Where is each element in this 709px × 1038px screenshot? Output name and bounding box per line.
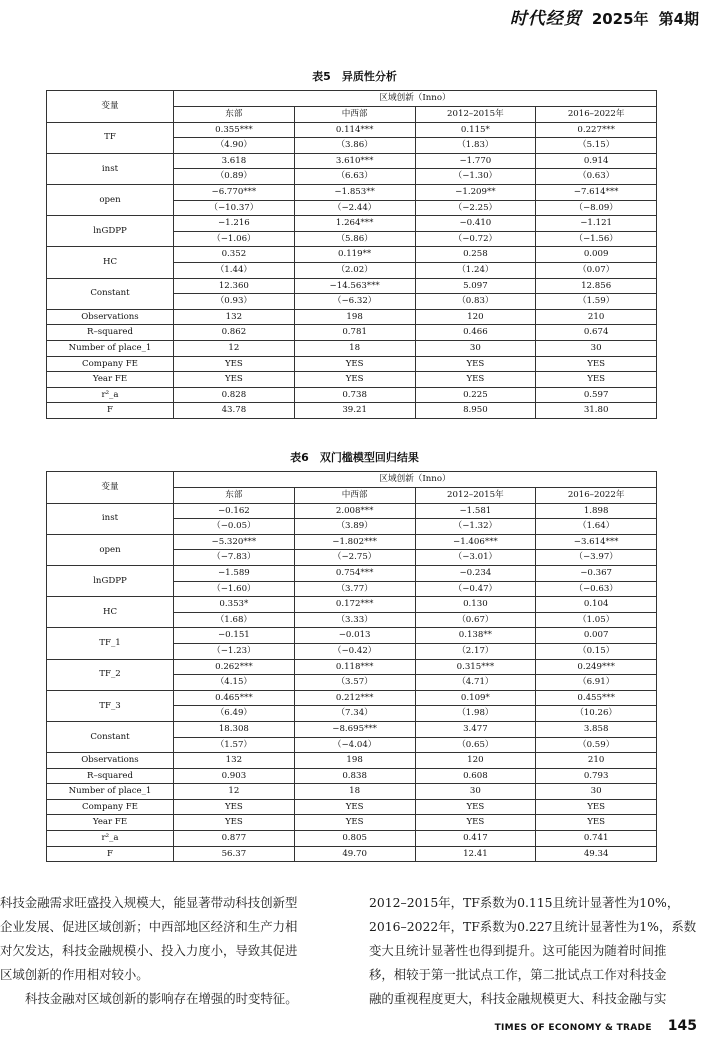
stat-cell: YES [415,372,536,388]
stat-cell: 0.225 [415,387,536,403]
stat-cell: 120 [415,309,536,325]
column-header: 2016–2022年 [536,488,657,504]
tstat-cell: （3.77） [294,581,415,597]
varname-header: 变量 [47,472,174,504]
tstat-cell: （0.89） [174,169,295,185]
stat-cell: YES [415,815,536,831]
coef-cell: −1.406*** [415,534,536,550]
coef-cell: −1.853** [294,184,415,200]
row-label: open [47,184,174,215]
tstat-cell: （0.59） [536,737,657,753]
column-header: 东部 [174,107,295,123]
stat-cell: 56.37 [174,846,295,862]
coef-cell: −8.695*** [294,721,415,737]
stat-cell: YES [294,356,415,372]
row-label: inst [47,503,174,534]
stat-cell: 120 [415,753,536,769]
coef-cell: 0.249*** [536,659,657,675]
row-label: HC [47,247,174,278]
table-row [47,153,657,169]
stat-cell: 49.34 [536,846,657,862]
tstat-cell: （1.64） [536,519,657,535]
stat-cell: 0.828 [174,387,295,403]
table-row [47,184,657,200]
tstat-cell: （−0.72） [415,231,536,247]
stat-cell: YES [536,799,657,815]
stat-cell: 210 [536,753,657,769]
coef-cell: −1.581 [415,503,536,519]
body-line: 科技金融对区域创新的影响存在增强的时变特征。 [25,991,298,1006]
table-row [47,799,657,815]
coef-cell: 3.618 [174,153,295,169]
coef-cell: 0.109* [415,690,536,706]
row-label: Constant [47,278,174,309]
stat-cell: 12.41 [415,846,536,862]
coef-cell: 0.009 [536,247,657,263]
stat-cell: 49.70 [294,846,415,862]
coef-cell: 0.352 [174,247,295,263]
stat-cell: 0.466 [415,325,536,341]
table-row [47,372,657,388]
table-row [47,387,657,403]
body-line: 2016–2022年，TF系数为0.227且统计显著性为1%，系数 [369,919,697,934]
coef-cell: −0.234 [415,565,536,581]
coef-cell: 0.754*** [294,565,415,581]
tstat-cell: （−4.04） [294,737,415,753]
tstat-cell: （−1.30） [415,169,536,185]
stat-cell: YES [536,815,657,831]
stat-cell: 0.417 [415,831,536,847]
row-label: Constant [47,721,174,752]
table-header-row [47,91,657,107]
stat-cell: 0.805 [294,831,415,847]
table-row [47,831,657,847]
tstat-cell: （4.90） [174,138,295,154]
group-header: 区域创新（Inno） [174,91,657,107]
stat-cell: YES [294,372,415,388]
stat-cell: 0.608 [415,768,536,784]
journal-name: 时代经贸 [509,9,582,29]
tstat-cell: （1.59） [536,294,657,310]
table5-title: 表5 异质性分析 [312,70,397,83]
tstat-cell: （−0.42） [294,643,415,659]
coef-cell: −3.614*** [536,534,657,550]
table-row [47,247,657,263]
row-label: inst [47,153,174,184]
column-header: 2012–2015年 [415,107,536,123]
body-line: 变大且统计显著性也得到提升。这可能因为随着时间推 [369,943,667,958]
page-footer [495,1018,697,1034]
tstat-cell: （−10.37） [174,200,295,216]
tstat-cell: （0.67） [415,612,536,628]
table-row [47,565,657,581]
stat-cell: 198 [294,309,415,325]
row-label: Year FE [47,815,174,831]
stat-cell: 132 [174,753,295,769]
tstat-cell: （1.68） [174,612,295,628]
row-label: lnGDPP [47,216,174,247]
tstat-cell: （−1.06） [174,231,295,247]
stat-cell: 18 [294,340,415,356]
tstat-cell: （3.86） [294,138,415,154]
table-row [47,309,657,325]
coef-cell: 12.360 [174,278,295,294]
tstat-cell: （−3.97） [536,550,657,566]
table-row [47,721,657,737]
coef-cell: 0.115* [415,122,536,138]
table-row [47,278,657,294]
stat-cell: 0.793 [536,768,657,784]
tstat-cell: （0.93） [174,294,295,310]
column-header: 东部 [174,488,295,504]
coef-cell: −1.802*** [294,534,415,550]
tstat-cell: （3.89） [294,519,415,535]
coef-cell: 0.104 [536,597,657,613]
row-label: r²_a [47,387,174,403]
body-line: 企业发展、促进区域创新；中西部地区经济和生产力相 [0,919,298,934]
stat-cell: 0.877 [174,831,295,847]
stat-cell: 30 [415,340,536,356]
table-row [47,340,657,356]
stat-cell: 30 [536,340,657,356]
coef-cell: 2.008*** [294,503,415,519]
page-number: 145 [667,1018,697,1034]
coef-cell: −1.121 [536,216,657,232]
stat-cell: 0.738 [294,387,415,403]
tstat-cell: （−1.23） [174,643,295,659]
coef-cell: 3.477 [415,721,536,737]
table6-title: 表6 双门槛模型回归结果 [290,451,419,464]
coef-cell: 0.007 [536,628,657,644]
coef-cell: 0.212*** [294,690,415,706]
stat-cell: YES [174,356,295,372]
tstat-cell: （6.91） [536,675,657,691]
row-label: TF [47,122,174,153]
tstat-cell: （−0.05） [174,519,295,535]
journal-year: 2025年 [591,10,649,28]
table-row [47,784,657,800]
tstat-cell: （1.44） [174,262,295,278]
tstat-cell: （1.24） [415,262,536,278]
table-row [47,122,657,138]
row-label: TF_1 [47,628,174,659]
tstat-cell: （0.65） [415,737,536,753]
row-label: Number of place_1 [47,784,174,800]
tstat-cell: （−2.75） [294,550,415,566]
stat-cell: 30 [415,784,536,800]
stat-cell: YES [536,372,657,388]
tstat-cell: （1.83） [415,138,536,154]
table-row [47,659,657,675]
stat-cell: 12 [174,340,295,356]
table-row [47,403,657,419]
table-row [47,325,657,341]
row-label: R–squared [47,768,174,784]
stat-cell: 0.674 [536,325,657,341]
stat-cell: YES [415,799,536,815]
row-label: r²_a [47,831,174,847]
coef-cell: 0.315*** [415,659,536,675]
row-label: lnGDPP [47,565,174,596]
tstat-cell: （−8.09） [536,200,657,216]
stat-cell: 0.903 [174,768,295,784]
tstat-cell: （−2.25） [415,200,536,216]
tstat-cell: （0.63） [536,169,657,185]
stat-cell: 0.838 [294,768,415,784]
tstat-cell: （−1.60） [174,581,295,597]
tstat-cell: （1.98） [415,706,536,722]
coef-cell: −6.770*** [174,184,295,200]
column-header: 2012–2015年 [415,488,536,504]
row-label: R–squared [47,325,174,341]
group-header: 区域创新（Inno） [174,472,657,488]
coef-cell: 0.353* [174,597,295,613]
column-header: 中西部 [294,488,415,504]
body-line: 区域创新的作用相对较小。 [0,967,149,982]
coef-cell: 0.914 [536,153,657,169]
body-line: 融的重视程度更大，科技金融规模更大、科技金融与实 [369,991,667,1006]
coef-cell: −0.151 [174,628,295,644]
coef-cell: 3.858 [536,721,657,737]
tstat-cell: （7.34） [294,706,415,722]
varname-header: 变量 [47,91,174,123]
tstat-cell: （1.05） [536,612,657,628]
row-label: Number of place_1 [47,340,174,356]
tstat-cell: （−0.63） [536,581,657,597]
coef-cell: 0.355*** [174,122,295,138]
body-line: 科技金融需求旺盛投入规模大，能显著带动科技创新型 [0,895,298,910]
coef-cell: −0.410 [415,216,536,232]
row-label: Observations [47,753,174,769]
tstat-cell: （10.26） [536,706,657,722]
coef-cell: −14.563*** [294,278,415,294]
coef-cell: 0.119** [294,247,415,263]
coef-cell: 0.118*** [294,659,415,675]
stat-cell: YES [294,815,415,831]
tstat-cell: （3.57） [294,675,415,691]
body-line: 移，相较于第一批试点工作，第二批试点工作对科技金 [369,967,667,982]
column-header: 中西部 [294,107,415,123]
stat-cell: 132 [174,309,295,325]
coef-cell: −5.320*** [174,534,295,550]
coef-cell: 0.262*** [174,659,295,675]
stat-cell: YES [174,815,295,831]
stat-cell: YES [294,799,415,815]
table-row [47,690,657,706]
coef-cell: −1.216 [174,216,295,232]
stat-cell: 210 [536,309,657,325]
stat-cell: 0.597 [536,387,657,403]
tstat-cell: （4.71） [415,675,536,691]
table-row [47,846,657,862]
row-label: TF_3 [47,690,174,721]
table6 [46,471,657,862]
tstat-cell: （−0.47） [415,581,536,597]
journal-header [510,4,699,29]
row-label: HC [47,597,174,628]
body-line: 2012–2015年，TF系数为0.115且统计显著性为10%， [369,895,680,910]
coef-cell: −7.614*** [536,184,657,200]
tstat-cell: （−1.32） [415,519,536,535]
column-header: 2016–2022年 [536,107,657,123]
coef-cell: 5.097 [415,278,536,294]
table-row [47,628,657,644]
tstat-cell: （6.49） [174,706,295,722]
table5 [46,90,657,419]
table-row [47,216,657,232]
tstat-cell: （−2.44） [294,200,415,216]
body-line: 对欠发达，科技金融规模小、投入力度小，导致其促进 [0,943,298,958]
coef-cell: 12.856 [536,278,657,294]
tstat-cell: （3.33） [294,612,415,628]
tstat-cell: （0.83） [415,294,536,310]
body-left-column [0,891,340,1011]
table-row [47,534,657,550]
coef-cell: 0.114*** [294,122,415,138]
row-label: F [47,403,174,419]
row-label: Observations [47,309,174,325]
coef-cell: −0.013 [294,628,415,644]
coef-cell: 0.227*** [536,122,657,138]
stat-cell: 12 [174,784,295,800]
coef-cell: 0.455*** [536,690,657,706]
tstat-cell: （1.57） [174,737,295,753]
footer-journal-name: TIMES OF ECONOMY & TRADE [494,1023,652,1033]
coef-cell: 1.264*** [294,216,415,232]
tstat-cell: （5.86） [294,231,415,247]
table-row [47,597,657,613]
stat-cell: 30 [536,784,657,800]
stat-cell: 39.21 [294,403,415,419]
stat-cell: 0.741 [536,831,657,847]
coef-cell: 0.138** [415,628,536,644]
coef-cell: −1.589 [174,565,295,581]
row-label: F [47,846,174,862]
tstat-cell: （5.15） [536,138,657,154]
stat-cell: YES [536,356,657,372]
row-label: Company FE [47,799,174,815]
coef-cell: −0.367 [536,565,657,581]
stat-cell: YES [174,372,295,388]
tstat-cell: （6.63） [294,169,415,185]
coef-cell: 1.898 [536,503,657,519]
coef-cell: 0.258 [415,247,536,263]
stat-cell: 8.950 [415,403,536,419]
table-row [47,768,657,784]
journal-issue: 第4期 [658,10,699,28]
row-label: Year FE [47,372,174,388]
stat-cell: 0.862 [174,325,295,341]
tstat-cell: （4.15） [174,675,295,691]
table-row [47,503,657,519]
stat-cell: 18 [294,784,415,800]
row-label: Company FE [47,356,174,372]
tstat-cell: （2.02） [294,262,415,278]
stat-cell: YES [174,799,295,815]
row-label: open [47,534,174,565]
coef-cell: 0.130 [415,597,536,613]
tstat-cell: （−1.56） [536,231,657,247]
coef-cell: −1.770 [415,153,536,169]
row-label: TF_2 [47,659,174,690]
tstat-cell: （−7.83） [174,550,295,566]
coef-cell: 0.172*** [294,597,415,613]
coef-cell: −1.209** [415,184,536,200]
tstat-cell: （0.07） [536,262,657,278]
tstat-cell: （2.17） [415,643,536,659]
tstat-cell: （−6.32） [294,294,415,310]
stat-cell: 43.78 [174,403,295,419]
stat-cell: 31.80 [536,403,657,419]
stat-cell: YES [415,356,536,372]
stat-cell: 198 [294,753,415,769]
coef-cell: 18.308 [174,721,295,737]
table-row [47,815,657,831]
stat-cell: 0.781 [294,325,415,341]
tstat-cell: （0.15） [536,643,657,659]
coef-cell: 3.610*** [294,153,415,169]
table-header-row [47,472,657,488]
coef-cell: 0.465*** [174,690,295,706]
coef-cell: −0.162 [174,503,295,519]
tstat-cell: （−3.01） [415,550,536,566]
body-right-column [369,891,707,1011]
table-row [47,753,657,769]
table-row [47,356,657,372]
